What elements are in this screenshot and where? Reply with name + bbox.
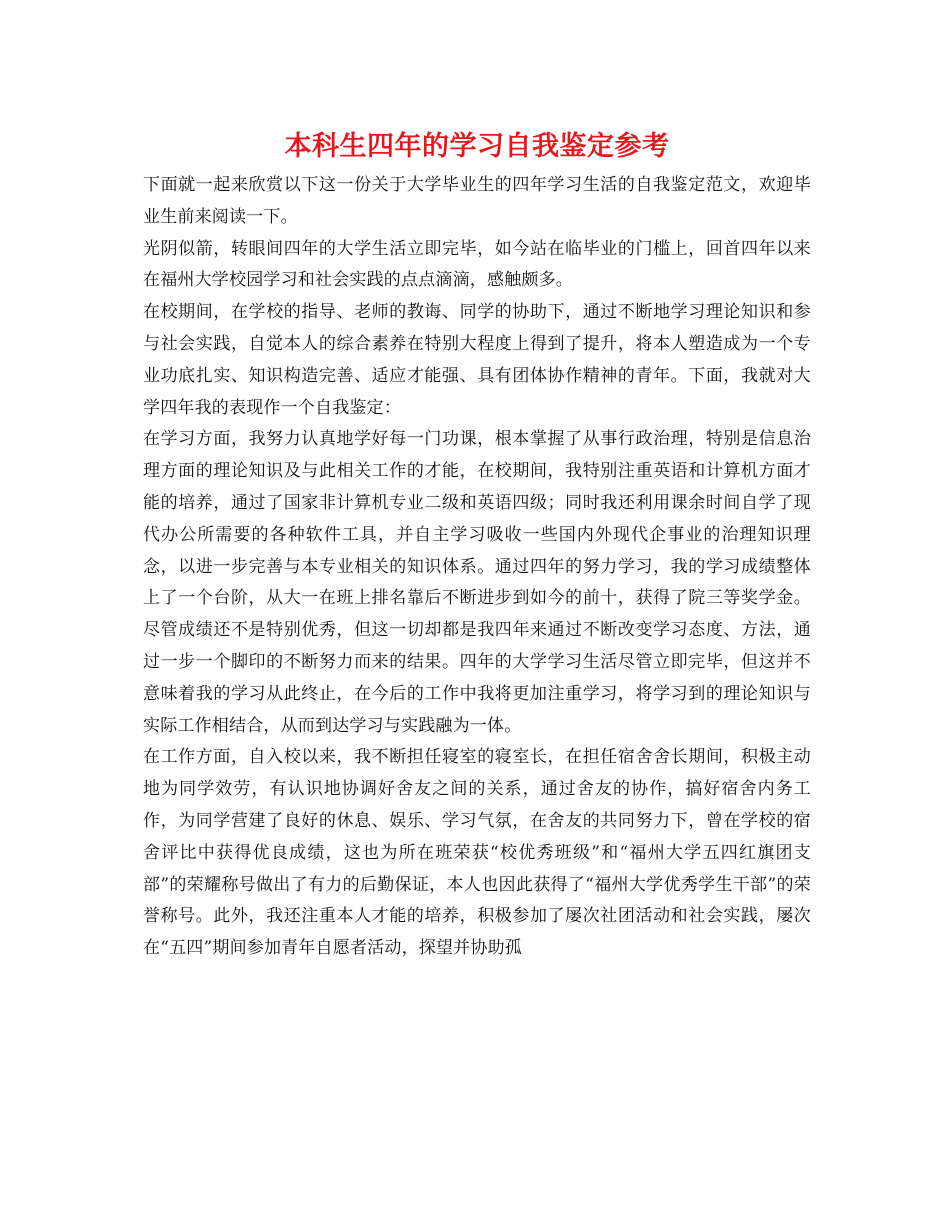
paragraph-work: 在工作方面，自入校以来，我不断担任寝室的寝室长，在担任宿舍舍长期间，积极主动地为同学效劳，有认识地协调好舍友之间的关系，通过舍友的协作，搞好宿舍内务工作，为同学营建了良好的休息、娱乐、学习气氛，在舍友的共同努力下，曾在学校的宿舍评比中获得优良成绩，这也为所在班荣获“校优秀班级”和“福州大学五四红旗团支部”的荣耀称号做出了有力的后勤保证，本人也因此获得了“福州大学优秀学生干部”的荣誉称号。此外，我还注重本人才能的培养，积极参加了屡次社团活动和社会实践，屡次在“五四”期间参加青年自愿者活动，探望并协助孤 xyxy=(143,747,811,959)
paragraph-reflection: 光阴似箭，转眼间四年的大学生活立即完毕，如今站在临毕业的门槛上，回首四年以来在福州大学校园学习和社会实践的点点滴滴，感触颇多。 xyxy=(143,238,811,291)
paragraph-intro: 下面就一起来欣赏以下这一份关于大学毕业生的四年学习生活的自我鉴定范文，欢迎毕业生前来阅读一下。 xyxy=(143,175,811,227)
paragraph-study: 在学习方面，我努力认真地学好每一门功课，根本掌握了从事行政治理，特别是信息治理方面的理论知识及与此相关工作的才能，在校期间，我特别注重英语和计算机方面才能的培养，通过了国家非计算机专业二级和英语四级；同时我还利用课余时间自学了现代办公所需要的各种软件工具，并自主学习吸收一些国内外现代企事业的治理知识理念，以进一步完善与本专业相关的知识体系。通过四年的努力学习，我的学习成绩整体上了一个台阶，从大一在班上排名靠后不断进步到如今的前十，获得了院三等奖学金。尽管成绩还不是特别优秀，但这一切却都是我四年来通过不断改变学习态度、方法，通过一步一个脚印的不断努力而来的结果。四年的大学学习生活尽管立即完毕，但这并不意味着我的学习从此终止，在今后的工作中我将更加注重学习，将学习到的理论知识与实际工作相结合，从而到达学习与实践融为一体。 xyxy=(143,429,811,736)
document-page xyxy=(143,128,811,965)
paragraph-overview: 在校期间，在学校的指导、老师的教诲、同学的协助下，通过不断地学习理论知识和参与社会实践，自觉本人的综合素养在特别大程度上得到了提升，将本人塑造成为一个专业功底扎实、知识构造完善、适应才能强、具有团体协作精神的青年。下面，我就对大学四年我的表现作一个自我鉴定： xyxy=(143,302,811,418)
document-title: 本科生四年的学习自我鉴定参考 xyxy=(284,131,670,162)
